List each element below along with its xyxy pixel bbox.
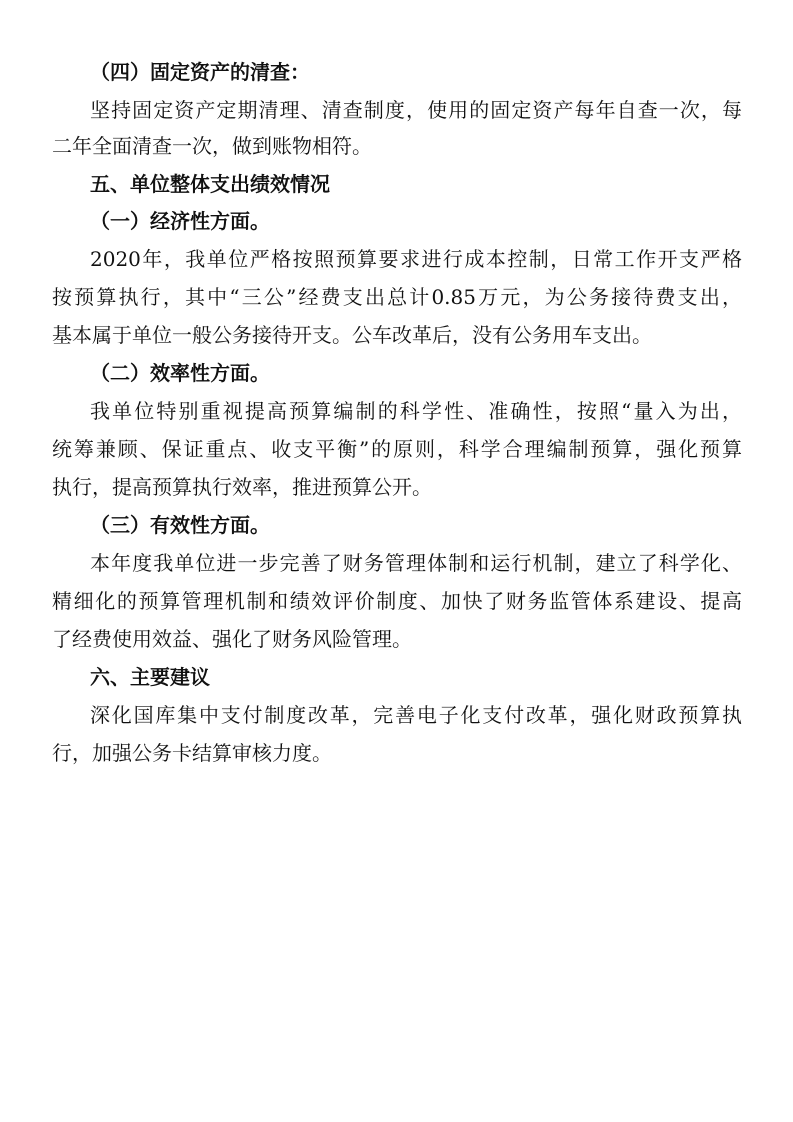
paragraph-line: 深化国库集中支付制度改革，完善电子化支付改革，强化财政预算执: [90, 703, 742, 727]
paragraph-line: 统筹兼顾、保证重点、收支平衡”的原则，科学合理编制预算，强化预算: [52, 437, 742, 461]
subsection-2-heading: （二）效率性方面。: [90, 361, 270, 385]
section-6-heading: 六、主要建议: [90, 665, 210, 689]
paragraph-line: 本年度我单位进一步完善了财务管理体制和运行机制，建立了科学化、: [90, 551, 742, 575]
paragraph-line: 按预算执行，其中“三公”经费支出总计0.85万元，为公务接待费支出，: [52, 285, 742, 309]
paragraph-line: 行，加强公务卡结算审核力度。: [52, 741, 332, 765]
subsection-1-heading: （一）经济性方面。: [90, 209, 270, 233]
paragraph-line: 二年全面清查一次，做到账物相符。: [52, 134, 372, 158]
paragraph-line: 2020年，我单位严格按照预算要求进行成本控制，日常工作开支严格: [90, 247, 742, 271]
paragraph-line: 精细化的预算管理机制和绩效评价制度、加快了财务监管体系建设、提高: [52, 589, 742, 613]
paragraph-line: 我单位特别重视提高预算编制的科学性、准确性，按照“量入为出，: [90, 399, 742, 423]
subsection-3-heading: （三）有效性方面。: [90, 513, 270, 537]
paragraph-line: 执行，提高预算执行效率，推进预算公开。: [52, 475, 432, 499]
paragraph-line: 基本属于单位一般公务接待开支。公车改革后，没有公务用车支出。: [52, 323, 652, 347]
section-4-heading: （四）固定资产的清查：: [90, 60, 310, 84]
paragraph-line: 坚持固定资产定期清理、清查制度，使用的固定资产每年自查一次，每: [90, 98, 742, 122]
paragraph-line: 了经费使用效益、强化了财务风险管理。: [52, 627, 412, 651]
section-5-heading: 五、单位整体支出绩效情况: [90, 172, 330, 196]
